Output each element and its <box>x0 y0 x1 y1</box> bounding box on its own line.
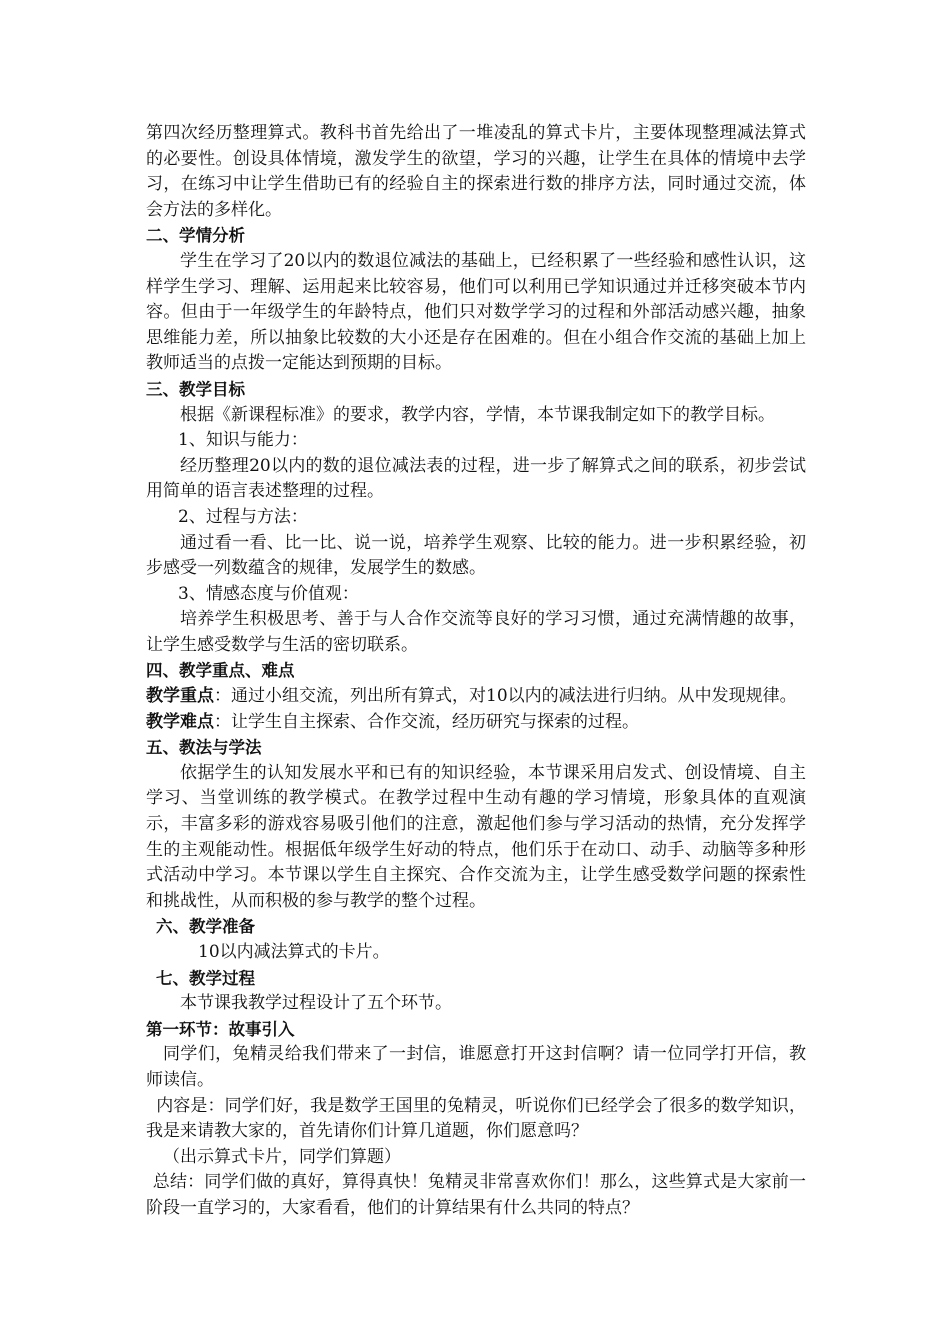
paragraph-summary: 总结：同学们做的真好，算得真快！兔精灵非常喜欢你们！那么，这些算式是大家前一阶段一直学习的，大家看看，他们的计算结果有什么共同的特点？ <box>146 1172 806 1218</box>
paragraph-story-letter: 同学们，兔精灵给我们带来了一封信，谁愿意打开这封信啊？请一位同学打开信，教师读信。 <box>146 1044 806 1090</box>
heading-key-points: 四、教学重点、难点 <box>146 661 295 681</box>
paragraph-knowledge: 经历整理20以内的数的退位减法表的过程，进一步了解算式之间的联系，初步尝试用简单的语言表述整理的过程。 <box>146 455 806 502</box>
paragraph-difficulty <box>146 710 806 736</box>
paragraph-letter-content: 内容是：同学们好，我是数学王国里的兔精灵，听说你们已经学会了很多的数学知识，我是来请教大家的，首先请你们计算几道题，你们愿意吗？ <box>146 1095 806 1142</box>
heading-methods: 五、教法与学法 <box>146 738 262 758</box>
heading-teaching-goals: 三、教学目标 <box>146 379 245 399</box>
key-point-text: ：通过小组交流，列出所有算式，对10以内的减法进行归纳。从中发现规律。 <box>214 686 797 707</box>
heading-preparation: 六、教学准备 <box>156 917 255 937</box>
paragraph-show-cards: （出示算式卡片，同学们算题） <box>163 1146 401 1167</box>
subheading-emotion: 3、情感态度与价值观： <box>178 583 359 604</box>
paragraph-student-analysis: 学生在学习了20以内的数退位减法的基础上，已经积累了一些经验和感性认识，这样学生学习、理解、运用起来比较容易，他们可以利用已学知识通过并迁移突破本节内容。但由于一年级学生的年龄特点，他们只对数学学习的过程和外部活动感兴趣，抽象思维能力差，所以抽象比较数的大小还是存在困难的。但在小组合作交流的基础上加上教师适当的点拨一定能达到预期的目标。 <box>146 250 806 374</box>
document-page <box>146 121 806 1222</box>
heading-process: 七、教学过程 <box>156 968 255 988</box>
paragraph-process: 通过看一看、比一比、说一说，培养学生观察、比较的能力。进一步积累经验，初步感受一列数蕴含的规律，发展学生的数感。 <box>146 532 806 579</box>
paragraph-key-point <box>146 684 806 710</box>
paragraph-intro: 第四次经历整理算式。教科书首先给出了一堆凌乱的算式卡片，主要体现整理减法算式的必要性。创设具体情境，激发学生的欲望，学习的兴趣，让学生在具体的情境中去学习，在练习中让学生借助已有的经验自主的探索进行数的排序方法，同时通过交流，体会方法的多样化。 <box>146 123 806 220</box>
heading-student-analysis: 二、学情分析 <box>146 226 245 246</box>
paragraph-emotion: 培养学生积极思考、善于与人合作交流等良好的学习习惯，通过充满情趣的故事，让学生感受数学与生活的密切联系。 <box>146 609 806 655</box>
difficulty-label: 教学难点 <box>146 711 214 732</box>
paragraph-goals-intro: 根据《新课程标准》的要求，教学内容，学情，本节课我制定如下的教学目标。 <box>180 404 775 425</box>
difficulty-text: ：让学生自主探索、合作交流，经历研究与探索的过程。 <box>214 711 639 732</box>
key-point-label: 教学重点 <box>146 686 214 707</box>
subheading-knowledge: 1、知识与能力： <box>178 430 308 451</box>
paragraph-methods: 依据学生的认知发展水平和已有的知识经验，本节课采用启发式、创设情境、自主学习、当堂训练的教学模式。在教学过程中生动有趣的学习情境，形象具体的直观演示，丰富多彩的游戏容易吸引他们的注意，激起他们参与学习活动的热情，充分发挥学生的主观能动性。根据低年级学生好动的特点，他们乐于在动口、动手、动脑等多种形式活动中学习。本节课以学生自主探究、合作交流为主，让学生感受数学问题的探索性和挑战性，从而积极的参与教学的整个过程。 <box>146 762 806 911</box>
subheading-process: 2、过程与方法： <box>178 506 308 527</box>
paragraph-process-intro: 本节课我教学过程设计了五个环节。 <box>180 993 452 1014</box>
paragraph-preparation: 10以内减法算式的卡片。 <box>198 942 390 962</box>
heading-section-one: 第一环节：故事引入 <box>146 1019 295 1039</box>
